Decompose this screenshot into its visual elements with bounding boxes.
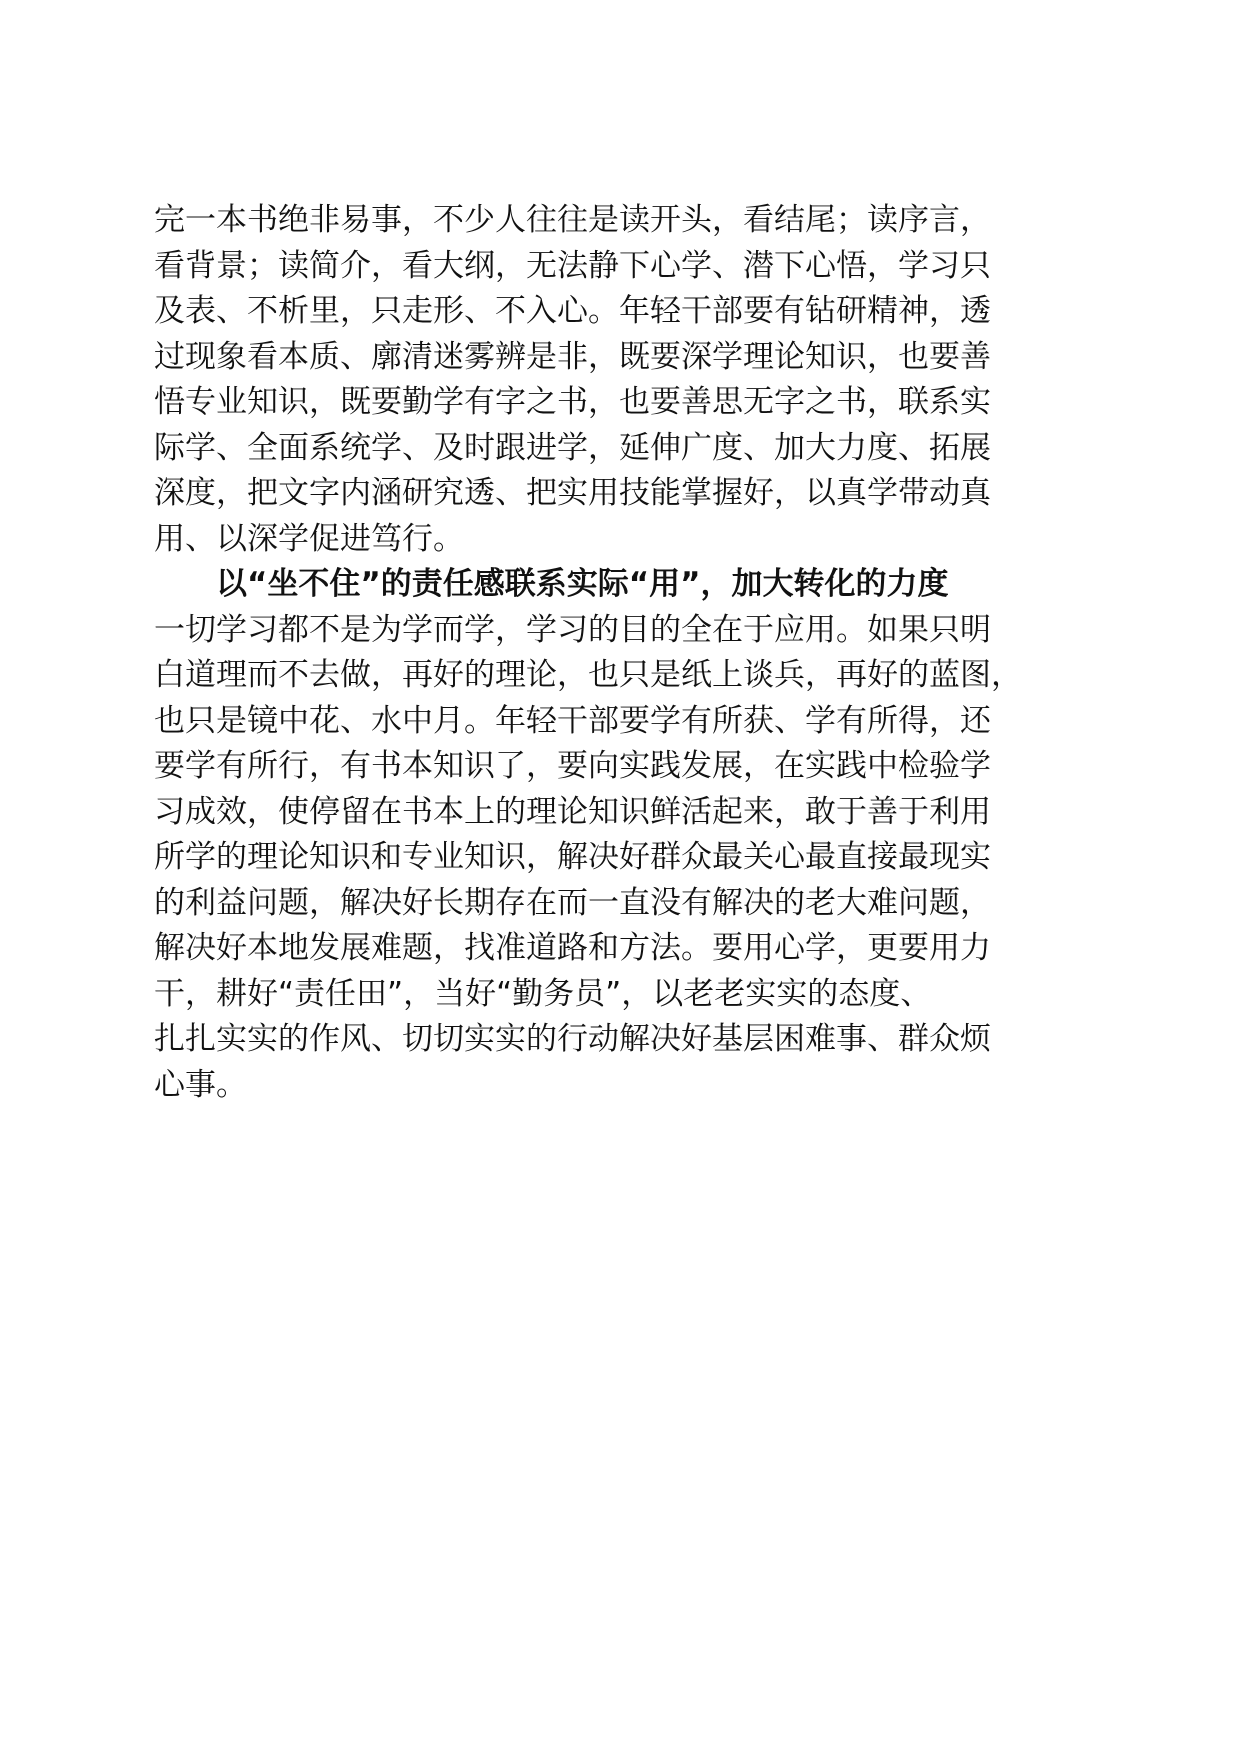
text-line: 习成效，使停留在书本上的理论知识鲜活起来，敢于善于利用 — [154, 793, 991, 830]
text-line: 看背景；读简介，看大纲，无法静下心学、潜下心悟，学习只 — [154, 247, 991, 284]
text-line: 也只是镜中花、水中月。年轻干部要学有所获、学有所得，还 — [154, 702, 991, 739]
text-line: 要学有所行，有书本知识了，要向实践发展，在实践中检验学 — [154, 748, 991, 784]
text-line: 及表、不析里，只走形、不入心。年轻干部要有钻研精神，透 — [154, 293, 991, 329]
text-line: 完一本书绝非易事，不少人往往是读开头，看结尾；读序言， — [154, 202, 991, 238]
text-line: 干，耕好“责任田”，当好“勤务员”，以老老实实的态度、 — [154, 975, 932, 1012]
text-line: 的利益问题，解决好长期存在而一直没有解决的老大难问题， — [154, 884, 991, 921]
text-line: 扎扎实实的作风、切切实实的行动解决好基层困难事、群众烦 — [154, 1021, 991, 1057]
text-line: 深度，把文字内涵研究透、把实用技能掌握好，以真学带动真 — [154, 475, 991, 511]
text-line: 过现象看本质、廓清迷雾辨是非，既要深学理论知识，也要善 — [154, 338, 991, 375]
text-line: 际学、全面系统学、及时跟进学，延伸广度、加大力度、拓展 — [154, 429, 991, 466]
section-heading: 以“坐不住”的责任感联系实际“用”，加大转化的力度 — [216, 566, 949, 602]
body-text — [154, 198, 1094, 1108]
paragraph-2 — [154, 608, 1094, 1109]
text-line: 悟专业知识，既要勤学有字之书，也要善思无字之书，联系实 — [154, 384, 991, 420]
paragraph-1 — [154, 198, 1094, 562]
text-line: 白道理而不去做，再好的理论，也只是纸上谈兵，再好的蓝图， — [154, 657, 1022, 693]
text-line: 解决好本地发展难题，找准道路和方法。要用心学，更要用力 — [154, 930, 991, 966]
text-line: 一切学习都不是为学而学，学习的目的全在于应用。如果只明 — [154, 611, 991, 648]
text-line: 所学的理论知识和专业知识，解决好群众最关心最直接最现实 — [154, 839, 991, 875]
text-line: 用、以深学促进笃行。 — [154, 520, 464, 557]
text-line: 心事。 — [154, 1066, 247, 1103]
